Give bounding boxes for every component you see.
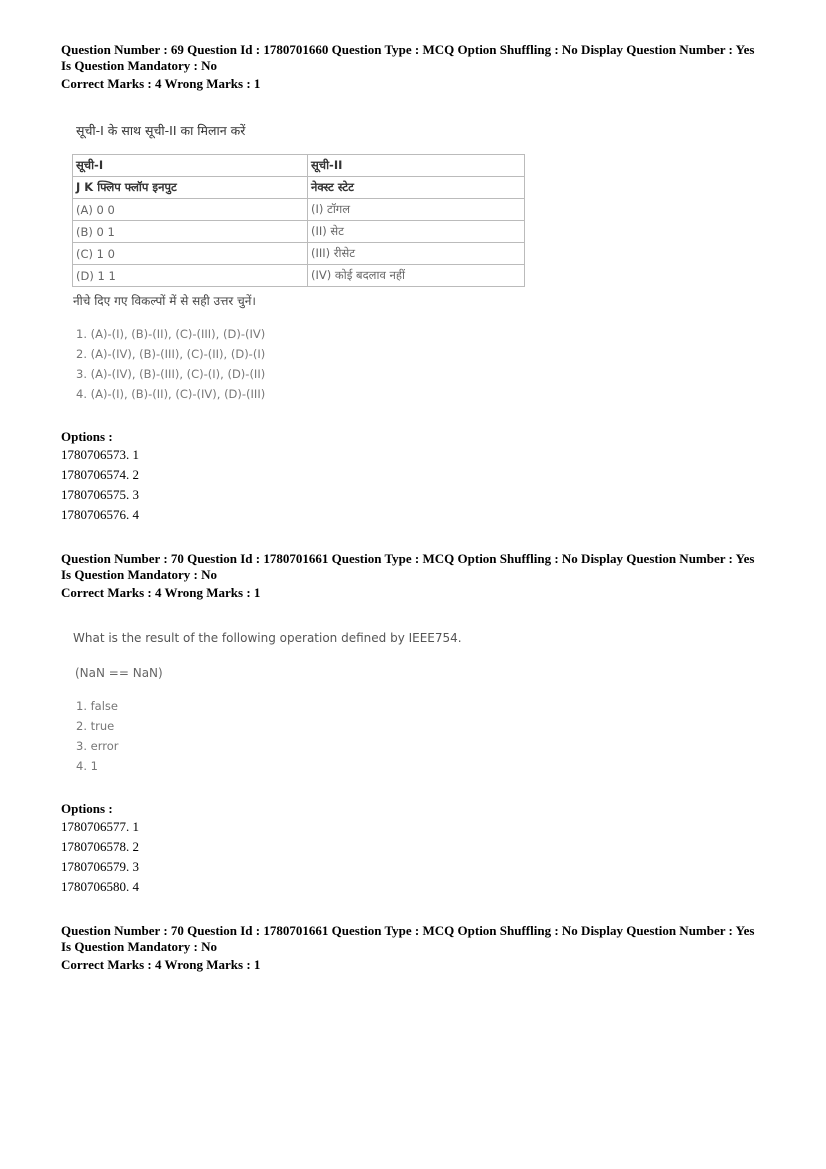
table-cell-a: (B) 0 1: [73, 221, 308, 243]
q69-choice-4: 4. (A)-(I), (B)-(II), (C)-(IV), (D)-(III): [76, 387, 266, 401]
q69-choice-1: 1. (A)-(I), (B)-(II), (C)-(III), (D)-(IV): [76, 327, 266, 341]
q69-header-line1: Question Number : 69 Question Id : 1780701660 Question Type : MCQ Option Shuffling : No Display Question Number : Yes: [61, 42, 755, 57]
q69-options-label: Options :: [61, 429, 113, 444]
table-col1-subheader: J K फ्लिप फ्लॉप इनपुट: [73, 177, 308, 199]
table-row: [73, 221, 525, 243]
q69-instruction: सूची-I के साथ सूची-II का मिलान करें: [76, 123, 246, 138]
q70b-header-line2: Is Question Mandatory : No: [61, 939, 218, 954]
q70-header-line3: Correct Marks : 4 Wrong Marks : 1: [61, 585, 261, 600]
table-cell-b: (I) टॉगल: [308, 199, 525, 221]
q70-header-line1: Question Number : 70 Question Id : 1780701661 Question Type : MCQ Option Shuffling : No Display Question Number : Yes: [61, 551, 755, 566]
table-col1-header: सूची-I: [73, 155, 308, 177]
table-row: [73, 199, 525, 221]
table-col2-subheader: नेक्स्ट स्टेट: [308, 177, 525, 199]
table-cell-a: (C) 1 0: [73, 243, 308, 265]
q70b-header-line3: Correct Marks : 4 Wrong Marks : 1: [61, 957, 261, 972]
q70-choice-1: 1. false: [76, 699, 118, 713]
q70-choice-3: 3. error: [76, 739, 119, 753]
q70-choice-4: 4. 1: [76, 759, 98, 773]
q69-match-table: [72, 154, 525, 287]
q70-option-2: 1780706578. 2: [61, 839, 139, 854]
q69-header-line2: Is Question Mandatory : No: [61, 58, 218, 73]
q69-choice-2: 2. (A)-(IV), (B)-(III), (C)-(II), (D)-(I): [76, 347, 266, 361]
q70-option-1: 1780706577. 1: [61, 819, 139, 834]
q70-header-line2: Is Question Mandatory : No: [61, 567, 218, 582]
table-cell-a: (A) 0 0: [73, 199, 308, 221]
table-cell-a: (D) 1 1: [73, 265, 308, 287]
q69-option-2: 1780706574. 2: [61, 467, 139, 482]
table-row: [73, 265, 525, 287]
table-col2-header: सूची-II: [308, 155, 525, 177]
table-row: [73, 243, 525, 265]
table-cell-b: (IV) कोई बदलाव नहीं: [308, 265, 525, 287]
q70b-header-line1: Question Number : 70 Question Id : 1780701661 Question Type : MCQ Option Shuffling : No Display Question Number : Yes: [61, 923, 755, 938]
q69-option-1: 1780706573. 1: [61, 447, 139, 462]
q69-choice-3: 3. (A)-(IV), (B)-(III), (C)-(I), (D)-(II): [76, 367, 266, 381]
q69-option-4: 1780706576. 4: [61, 507, 139, 522]
q69-option-3: 1780706575. 3: [61, 487, 139, 502]
q70-options-label: Options :: [61, 801, 113, 816]
q70-option-3: 1780706579. 3: [61, 859, 139, 874]
table-cell-b: (II) सेट: [308, 221, 525, 243]
q69-header-line3: Correct Marks : 4 Wrong Marks : 1: [61, 76, 261, 91]
q70-option-4: 1780706580. 4: [61, 879, 139, 894]
q70-question: What is the result of the following operation defined by IEEE754.: [73, 631, 462, 645]
q70-choice-2: 2. true: [76, 719, 115, 733]
q70-expression: (NaN == NaN): [75, 666, 163, 680]
q69-prompt: नीचे दिए गए विकल्पों में से सही उत्तर चुनें।: [73, 294, 256, 308]
table-cell-b: (III) रीसेट: [308, 243, 525, 265]
